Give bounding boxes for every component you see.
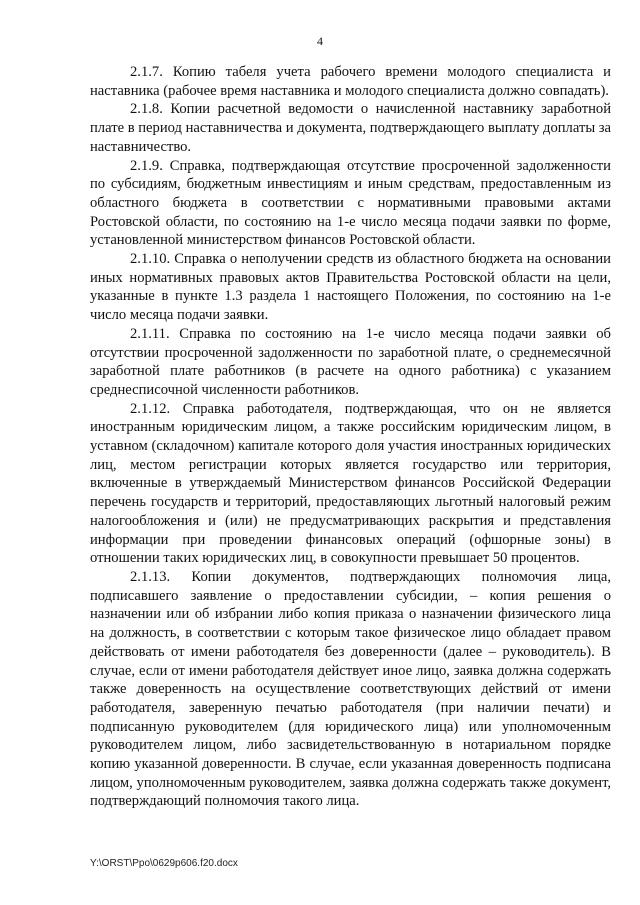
paragraph-2-1-8: 2.1.8. Копии расчетной ведомости о начисленной наставнику заработной плате в период наставничества и документа, подтверждающего выплату доплаты за наставничество. [90,101,612,155]
paragraph-2-1-9: 2.1.9. Справка, подтверждающая отсутствие просроченной задолженности по субсидиям, бюджетным инвестициям и иным средствам, предоставленным из областного бюджета в соответствии с нормативными правовыми актами Ростовской области, по состоянию на 1-е число месяца подачи заявки по форме, установленной министерством финансов Ростовской области. [90,157,611,249]
paragraph-2-1-11: 2.1.11. Справка по состоянию на 1-е число месяца подачи заявки об отсутствии просроченной задолженности по заработной плате, о среднемесячной заработной плате работников (в расчете на одного работника) с указанием среднесписочной численности работников. [90,325,611,398]
document-body [90,63,611,811]
footer-file-path: Y:\ORST\Ppo\0629p606.f20.docx [90,858,238,869]
page-number: 4 [317,34,323,48]
paragraph-2-1-12: 2.1.12. Справка работодателя, подтверждающая, что он не является иностранным юридическим лицом, а также российским юридическим лицом, в уставном (складочном) капитале которого доля участия иностранных юридических лиц, местом регистрации которых является государство или территория, включенные в утверждаемый Министерством финансов Российской Федерации перечень государств и территорий, предоставляющих льготный налоговый режим налогообложения и (или) не предусматривающих раскрытия и представления информации при проведении финансовых операций (офшорные зоны) в отношении таких юридических лиц, в совокупности превышает 50 процентов. [90,400,611,567]
paragraph-2-1-10: 2.1.10. Справка о неполучении средств из областного бюджета на основании иных нормативных правовых актов Правительства Ростовской области на цели, указанные в пункте 1.3 раздела 1 настоящего Положения, по состоянию на 1-е число месяца подачи заявки. [90,251,611,324]
paragraph-2-1-13: 2.1.13. Копии документов, подтверждающих полномочия лица, подписавшего заявление о предоставлении субсидии, – копия решения о назначении или об избрании либо копия приказа о назначении физического лица на должность, в соответствии с которым такое физическое лицо обладает правом действовать от имени работодателя без доверенности (далее – руководитель). В случае, если от имени работодателя действует иное лицо, заявка должна содержать также доверенность на осуществление соответствующих действий от имени работодателя, заверенную печатью работодателя (при наличии печати) и подписанную руководителем (для юридического лица) или уполномоченным руководителем лицом, либо засвидетельствованную в нотариальном порядке копию указанной доверенности. В случае, если указанная доверенность подписана лицом, уполномоченным руководителем, заявка должна содержать также документ, подтверждающий полномочия такого лица. [90,568,611,810]
paragraph-2-1-7: 2.1.7. Копию табеля учета рабочего времени молодого специалиста и наставника (рабочее время наставника и молодого специалиста должно совпадать). [90,64,611,99]
